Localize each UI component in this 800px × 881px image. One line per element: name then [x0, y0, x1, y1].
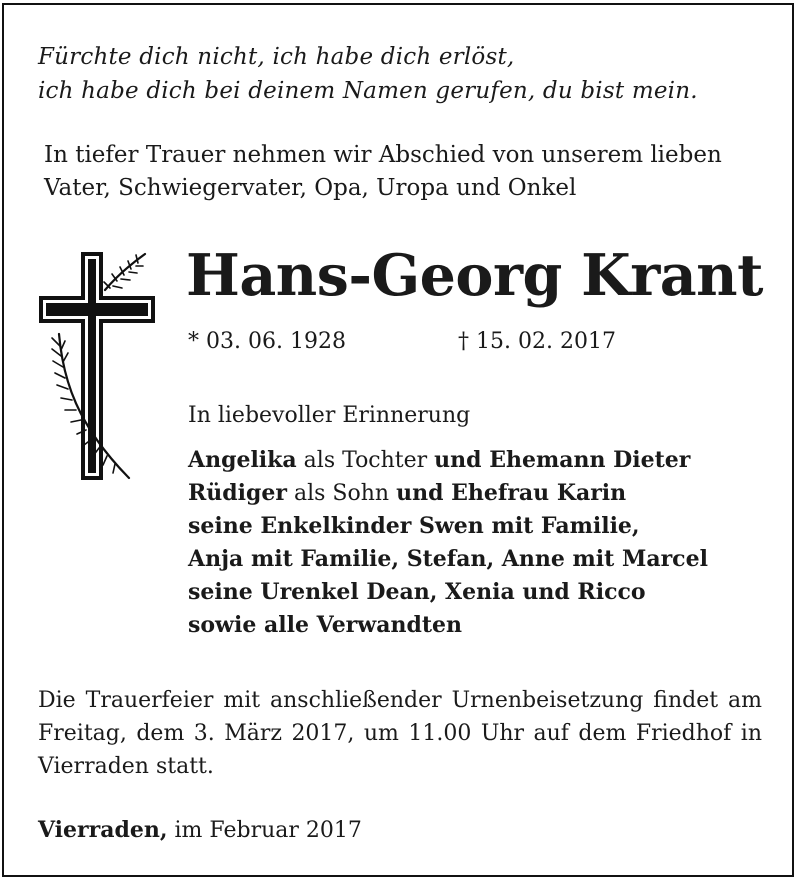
mourner-line [188, 510, 708, 543]
mourner-name: und Ehemann Dieter [434, 447, 691, 473]
mourner-name: Angelika [188, 447, 297, 473]
mourner-name: sowie alle Verwandten [188, 612, 463, 638]
mourner-name: Anja mit Familie, Stefan, Anne mit Marcel [188, 546, 708, 572]
place-name: Vierraden, [38, 817, 168, 843]
mourner-line [188, 477, 708, 510]
mourner-line [188, 576, 708, 609]
death-date: † 15. 02. 2017 [458, 329, 616, 354]
life-dates [188, 326, 616, 358]
bible-verse [38, 40, 698, 108]
intro-line-2: Vater, Schwiegervater, Opa, Uropa und Onkel [44, 175, 577, 201]
mourner-line [188, 543, 708, 576]
birth-date: * 03. 06. 1928 [188, 329, 346, 354]
mourner-name: Rüdiger [188, 480, 287, 506]
mourner-line [188, 444, 708, 477]
relation-text: als Sohn [287, 481, 397, 506]
intro-text [44, 139, 774, 205]
memory-heading: In liebevoller Erinnerung [188, 403, 471, 428]
mourner-name: seine Enkelkinder Swen mit Familie, [188, 513, 640, 539]
ceremony-text: Die Trauerfeier mit anschließender Urnenbeisetzung findet am Freitag, dem 3. März 2017, um 11.00 Uhr auf dem Friedhof in Vierraden statt. [38, 688, 762, 779]
mourners-list [188, 444, 708, 642]
verse-line-1: Fürchte dich nicht, ich habe dich erlöst, [38, 44, 515, 70]
mourner-name: seine Urenkel Dean, Xenia und Ricco [188, 579, 646, 605]
place-and-date [38, 814, 362, 847]
intro-line-1: In tiefer Trauer nehmen wir Abschied von unserem lieben [44, 142, 722, 168]
mourner-line [188, 609, 708, 642]
relation-text: als Tochter [296, 448, 435, 473]
closing-date: im Februar 2017 [167, 818, 362, 843]
deceased-name: Hans-Georg Krant [186, 242, 763, 309]
mourner-name: und Ehefrau Karin [396, 480, 627, 506]
verse-line-2: ich habe dich bei deinem Namen gerufen, du bist mein. [38, 78, 698, 104]
cross-with-palm-branch-icon [37, 250, 163, 484]
